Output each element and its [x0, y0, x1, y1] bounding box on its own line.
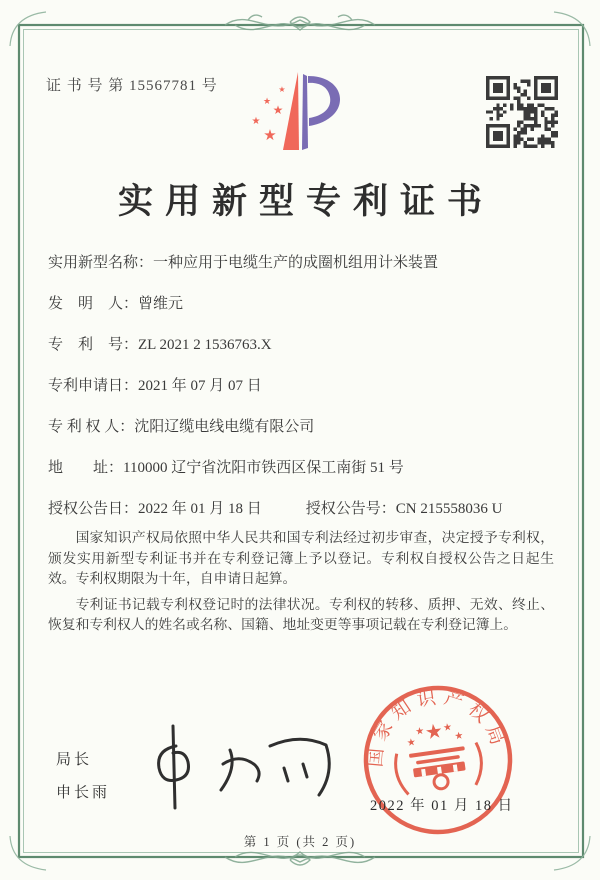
cnipa-logo-icon [236, 64, 368, 166]
svg-text:★: ★ [442, 721, 453, 734]
legal-paragraph-1: 国家知识产权局依照中华人民共和国专利法经过初步审查，决定授予专利权，颁发实用新型专利证书并在专利登记簿上予以登记。专利权自授权公告之日起生效。专利权期限为十年，自申请日起算。 [48, 530, 554, 586]
field-utility-model-name: 实用新型名称：一种应用于电缆生产的成圈机组用计米装置 [48, 255, 439, 271]
svg-text:★: ★ [406, 736, 417, 750]
seal-text: 国家知识产权局 [365, 686, 510, 769]
svg-text:★: ★ [272, 103, 284, 117]
official-seal [352, 676, 524, 848]
field-address: 地 址：110000 辽宁省沈阳市铁西区保工南街 51 号 [48, 460, 404, 476]
qr-code [486, 76, 558, 148]
legal-paragraph-2: 专利证书记载专利权登记时的法律状况。专利权的转移、质押、无效、终止、恢复和专利权人的姓名或名称、国籍、地址变更等事项记载在专利登记簿上。 [48, 596, 554, 632]
certificate-fields [48, 252, 556, 539]
logo-red-triangle [283, 72, 299, 150]
svg-text:★: ★ [423, 718, 445, 745]
field-patentee: 专 利 权 人：沈阳辽缆电线电缆有限公司 [48, 419, 315, 435]
bottom-flourish [225, 852, 375, 865]
logo-purple-bar [302, 74, 308, 150]
certificate-title: 实用新型专利证书 [117, 182, 494, 221]
svg-text:★: ★ [453, 730, 465, 743]
national-emblem [390, 713, 485, 795]
legal-text [48, 528, 554, 641]
director-signature [128, 712, 348, 817]
svg-text:★: ★ [278, 85, 286, 94]
svg-text:★: ★ [262, 97, 272, 107]
logo-purple-bowl [308, 76, 340, 126]
field-grant-announcement: 授权公告日：2022 年 01 月 18 日 授权公告号：CN 215558036 U [48, 501, 503, 517]
page-number: 第 1 页 (共 2 页) [243, 835, 357, 849]
signer-title: 局长 [56, 752, 93, 768]
signer-name: 申长雨 [56, 785, 111, 801]
logo-stars [252, 85, 286, 144]
signer-block [56, 744, 110, 810]
seal-date: 2022 年 01 月 18 日 [370, 798, 514, 814]
top-flourish [225, 15, 375, 30]
svg-text:★: ★ [251, 116, 261, 127]
certificate-number: 证 书 号 第 15567781 号 [46, 78, 218, 94]
field-application-date: 专利申请日：2021 年 07 月 07 日 [48, 378, 262, 394]
svg-text:★: ★ [414, 725, 426, 738]
svg-text:★: ★ [263, 126, 277, 144]
field-patent-number: 专 利 号：ZL 2021 2 1536763.X [48, 337, 272, 353]
field-inventor: 发 明 人：曾维元 [48, 296, 184, 312]
